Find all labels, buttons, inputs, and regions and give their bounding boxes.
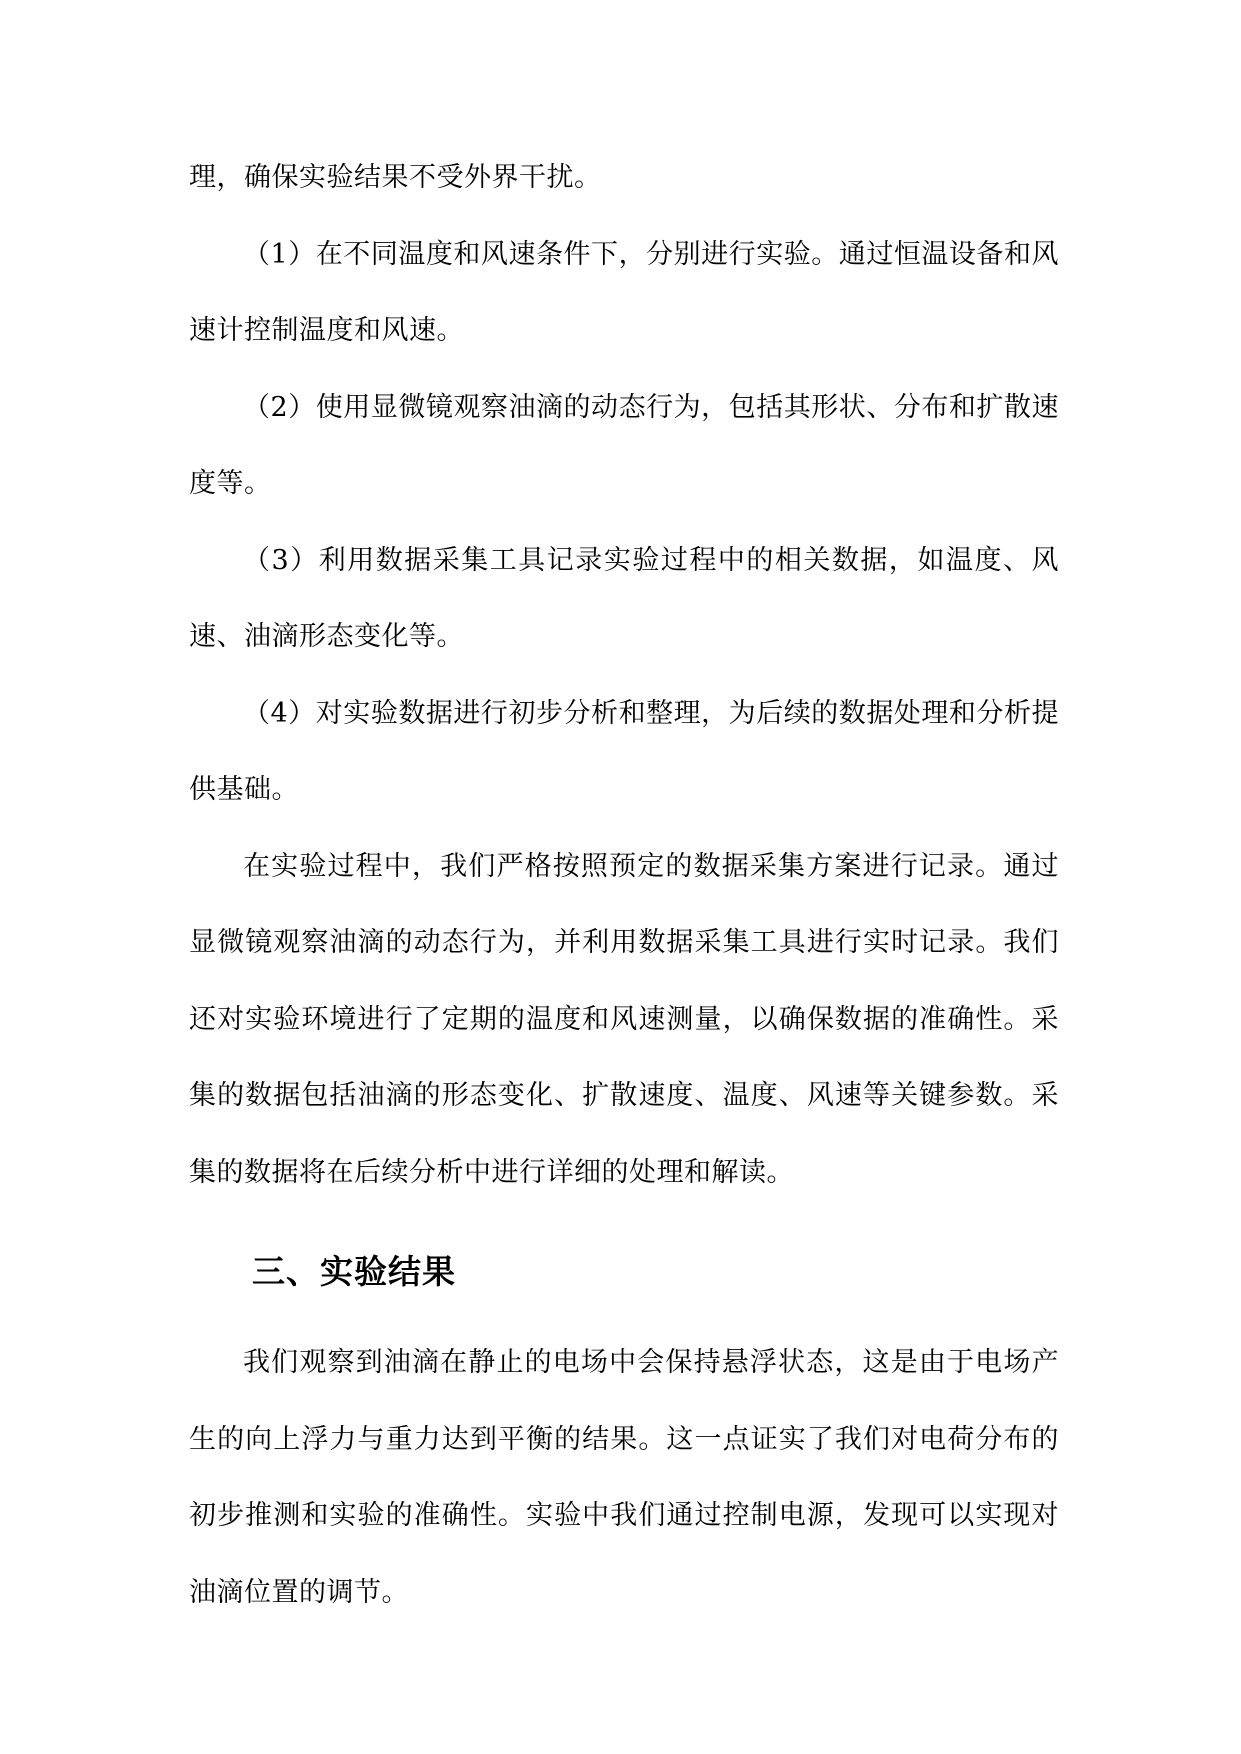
paragraph-step-1: （1）在不同温度和风速条件下，分别进行实验。通过恒温设备和风速计控制温度和风速。 <box>189 238 1059 346</box>
paragraph-step-2: （2）使用显微镜观察油滴的动态行为，包括其形状、分布和扩散速度等。 <box>189 391 1059 499</box>
paragraph-step-3: （3）利用数据采集工具记录实验过程中的相关数据，如温度、风速、油滴形态变化等。 <box>189 544 1059 652</box>
paragraph-continued: 理，确保实验结果不受外界干扰。 <box>189 162 602 193</box>
document-body <box>189 140 1059 1631</box>
paragraph-step-4: （4）对实验数据进行初步分析和整理，为后续的数据处理和分析提供基础。 <box>189 697 1059 805</box>
section-heading: 三、实验结果 <box>252 1252 456 1291</box>
paragraph-results: 我们观察到油滴在静止的电场中会保持悬浮状态，这是由于电场产生的向上浮力与重力达到平衡的结果。这一点证实了我们对电荷分布的初步推测和实验的准确性。实验中我们通过控制电源，发现可以实现对油滴位置的调节。 <box>189 1347 1059 1608</box>
paragraph-data-collection: 在实验过程中，我们严格按照预定的数据采集方案进行记录。通过显微镜观察油滴的动态行为，并利用数据采集工具进行实时记录。我们还对实验环境进行了定期的温度和风速测量，以确保数据的准确性。采集的数据包括油滴的形态变化、扩散速度、温度、风速等关键参数。采集的数据将在后续分析中进行详细的处理和解读。 <box>189 850 1059 1188</box>
